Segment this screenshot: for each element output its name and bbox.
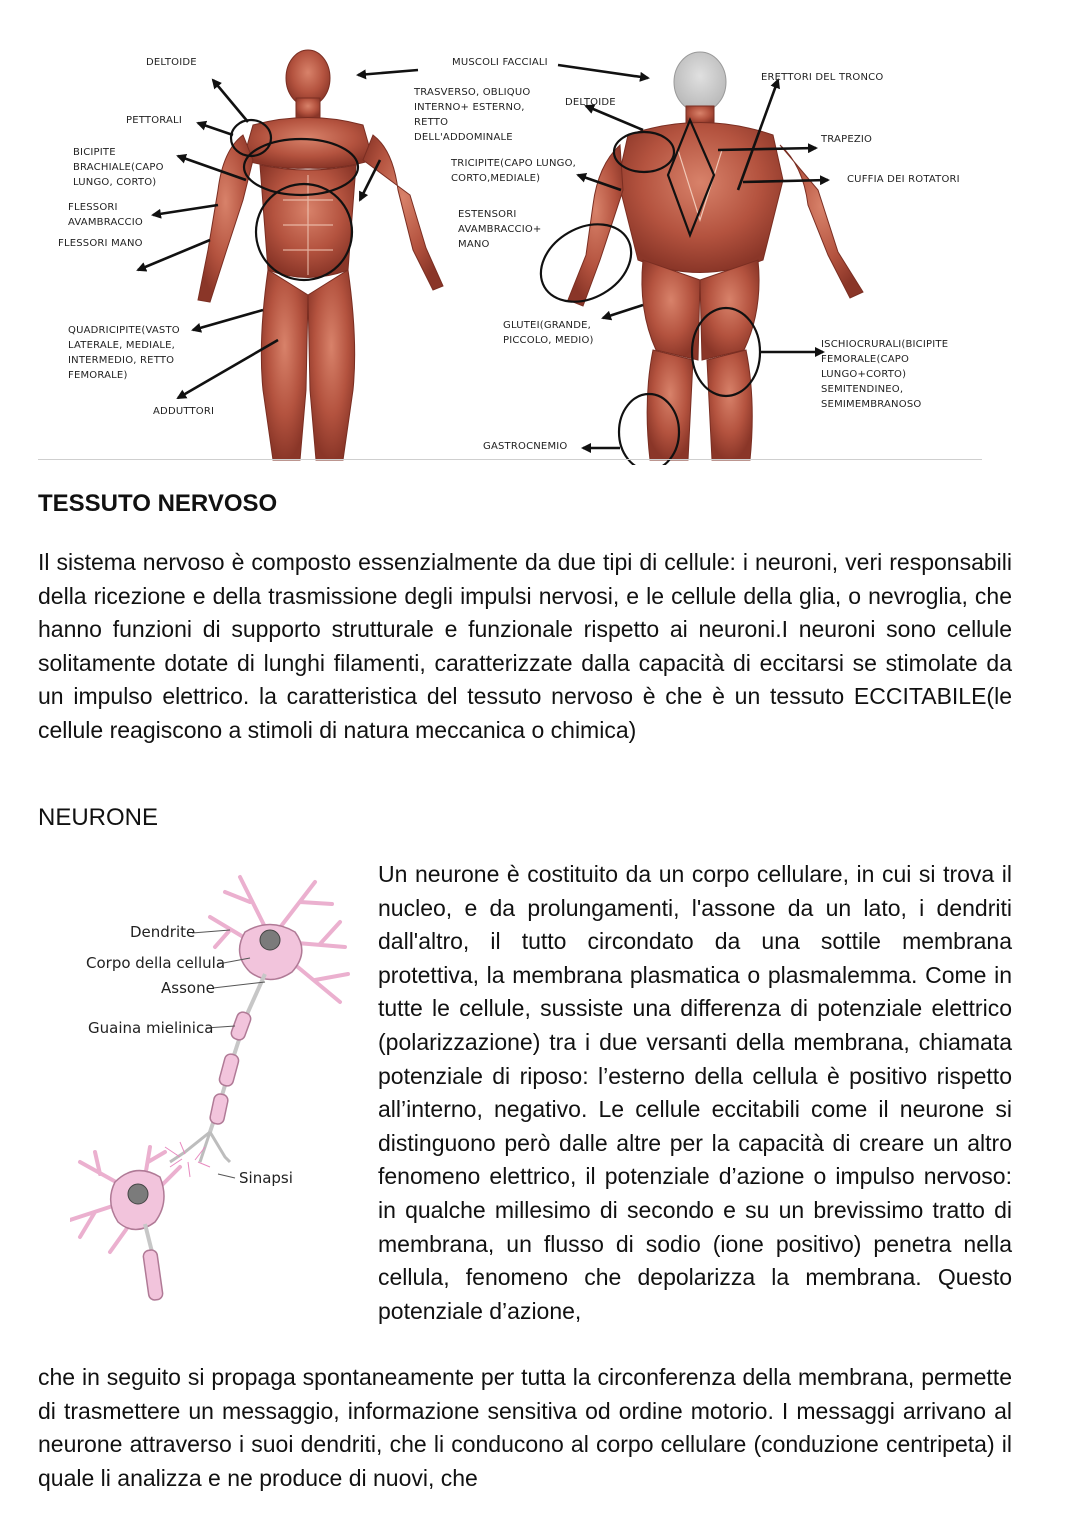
label-line: FLESSORI <box>68 202 118 213</box>
label-deltoide-front: DELTOIDE <box>146 57 197 68</box>
label-line: TRASVERSO, OBLIQUO <box>414 87 531 98</box>
label-glutei <box>503 318 594 348</box>
label-line: TRICIPITE(CAPO LUNGO, <box>451 158 577 169</box>
label-deltoide-back: DELTOIDE <box>565 97 616 108</box>
label-line: LATERALE, MEDIALE, <box>68 340 176 351</box>
neuron-illustration <box>70 862 360 1312</box>
label-line: ISCHIOCRURALI(BICIPITE <box>821 339 949 350</box>
label-muscoli-facciali: MUSCOLI FACCIALI <box>452 57 548 68</box>
axon-terminals <box>170 1132 230 1162</box>
label-flessori-avambraccio <box>68 200 143 230</box>
label-estensori <box>458 207 542 252</box>
label-line: AVAMBRACCIO+ <box>458 224 542 235</box>
back-body-figure <box>568 52 863 460</box>
label-line: SEMIMEMBRANOSO <box>821 399 922 410</box>
label-addominali <box>414 85 530 145</box>
label-tricipite <box>451 156 576 186</box>
paragraph-nervous-system: Il sistema nervoso è composto essenzialmente da due tipi di cellule: i neuroni, veri responsabili della ricezione e della trasmissione degli impulsi nervosi, e le cellule della glia, o nevroglia, che hanno funzioni di supporto strutturale e funzionale rispetto ai neuroni.I neuroni sono cellule solitamente dotate di lunghi filamenti, caratterizzate dalla capacità di eccitarsi se stimolate da un impulso elettrico. la caratteristica del tessuto nervoso è che è un tessuto ECCITABILE(le cellule reagiscono a stimoli di natura meccanica o chimica) <box>38 549 1012 743</box>
label-line: SEMITENDINEO, <box>821 384 904 395</box>
label-line: CORTO,MEDIALE) <box>451 173 541 184</box>
label-line: BICIPITE <box>73 147 116 158</box>
label-erettori: ERETTORI DEL TRONCO <box>761 72 884 83</box>
label-line: LUNGO+CORTO) <box>821 369 907 380</box>
label-guaina-mielinica: Guaina mielinica <box>88 1019 214 1037</box>
muscle-anatomy-figure <box>38 40 988 465</box>
paragraph-neuron: Un neurone è costituito da un corpo cellulare, in cui si trova il nucleo, e da prolungamenti, l'assone da un lato, i dendriti dall'altro, il tutto circondato da una sottile membrana protettiva, la membrana plasmatica o plasmalemma. Come in tutte le cellule, sussiste una differenza di potenziale elettrico (polarizzazione) tra i due versanti della membrana, chiamata potenziale di riposo: l’esterno della cellula è positivo rispetto all’interno, negativo. Le cellule eccitabili come il neurone si distinguono però dalle altre per la capacità di creare un altro fenomeno elettrico, il potenziale d’azione o impulso nervoso: in qualche millesimo di secondo e su un brevissimo tratto di membrana, un flusso di sodio (ione positivo) penetra nella cellula, fenomeno che depolarizza la membrana. Questo potenziale d’azione, <box>378 861 1012 1324</box>
label-line: ESTENSORI <box>458 209 517 220</box>
label-quadricipite <box>68 323 180 383</box>
label-line: AVAMBRACCIO <box>68 217 143 228</box>
label-gastrocnemio: GASTROCNEMIO <box>483 441 568 452</box>
label-line: QUADRICIPITE(VASTO <box>68 325 180 336</box>
label-ischiocrurali <box>821 337 948 412</box>
label-line: INTERNO+ ESTERNO, <box>414 102 525 113</box>
label-line: FEMORALE) <box>68 370 128 381</box>
label-line: GLUTEI(GRANDE, <box>503 320 592 331</box>
label-adduttori: ADDUTTORI <box>153 406 215 417</box>
label-line: MANO <box>458 239 490 250</box>
lower-myelin <box>143 1249 164 1300</box>
lower-nucleus <box>128 1184 148 1204</box>
label-line: FEMORALE(CAPO <box>821 354 910 365</box>
label-line: DELL'ADDOMINALE <box>414 132 513 143</box>
label-line: INTERMEDIO, RETTO <box>68 355 175 366</box>
neuron-figure <box>70 862 360 1312</box>
label-corpo-cellula: Corpo della cellula <box>86 954 226 972</box>
label-bicipite <box>73 145 164 190</box>
label-line: BRACHIALE(CAPO <box>73 162 164 173</box>
label-assone: Assone <box>161 979 215 997</box>
label-flessori-mano: FLESSORI MANO <box>58 238 143 249</box>
label-dendrite: Dendrite <box>130 923 196 941</box>
lower-axon <box>145 1224 152 1252</box>
paragraph-neuron-continued: che in seguito si propaga spontaneamente per tutta la circonferenza della membrana, permette di trasmettere un messaggio, informazione sensitiva od ordine motorio. I messaggi arrivano al neurone attraverso i suoi dendriti, che li conducono al corpo cellulare (conduzione centripeta) il quale li analizza e ne produce di nuovi, che <box>38 1364 1012 1491</box>
front-body-figure <box>198 50 443 460</box>
subsection-title: NEURONE <box>38 804 159 831</box>
label-line: LUNGO, CORTO) <box>73 177 157 188</box>
label-line: RETTO <box>414 117 449 128</box>
upper-nucleus <box>260 930 280 950</box>
label-sinapsi: Sinapsi <box>239 1169 293 1187</box>
label-cuffia-rotatori: CUFFIA DEI ROTATORI <box>847 174 960 185</box>
label-line: PICCOLO, MEDIO) <box>503 335 594 346</box>
label-pettorali: PETTORALI <box>126 115 182 126</box>
section-title: TESSUTO NERVOSO <box>38 490 278 517</box>
label-trapezio: TRAPEZIO <box>821 134 873 145</box>
figure-divider <box>38 459 982 460</box>
